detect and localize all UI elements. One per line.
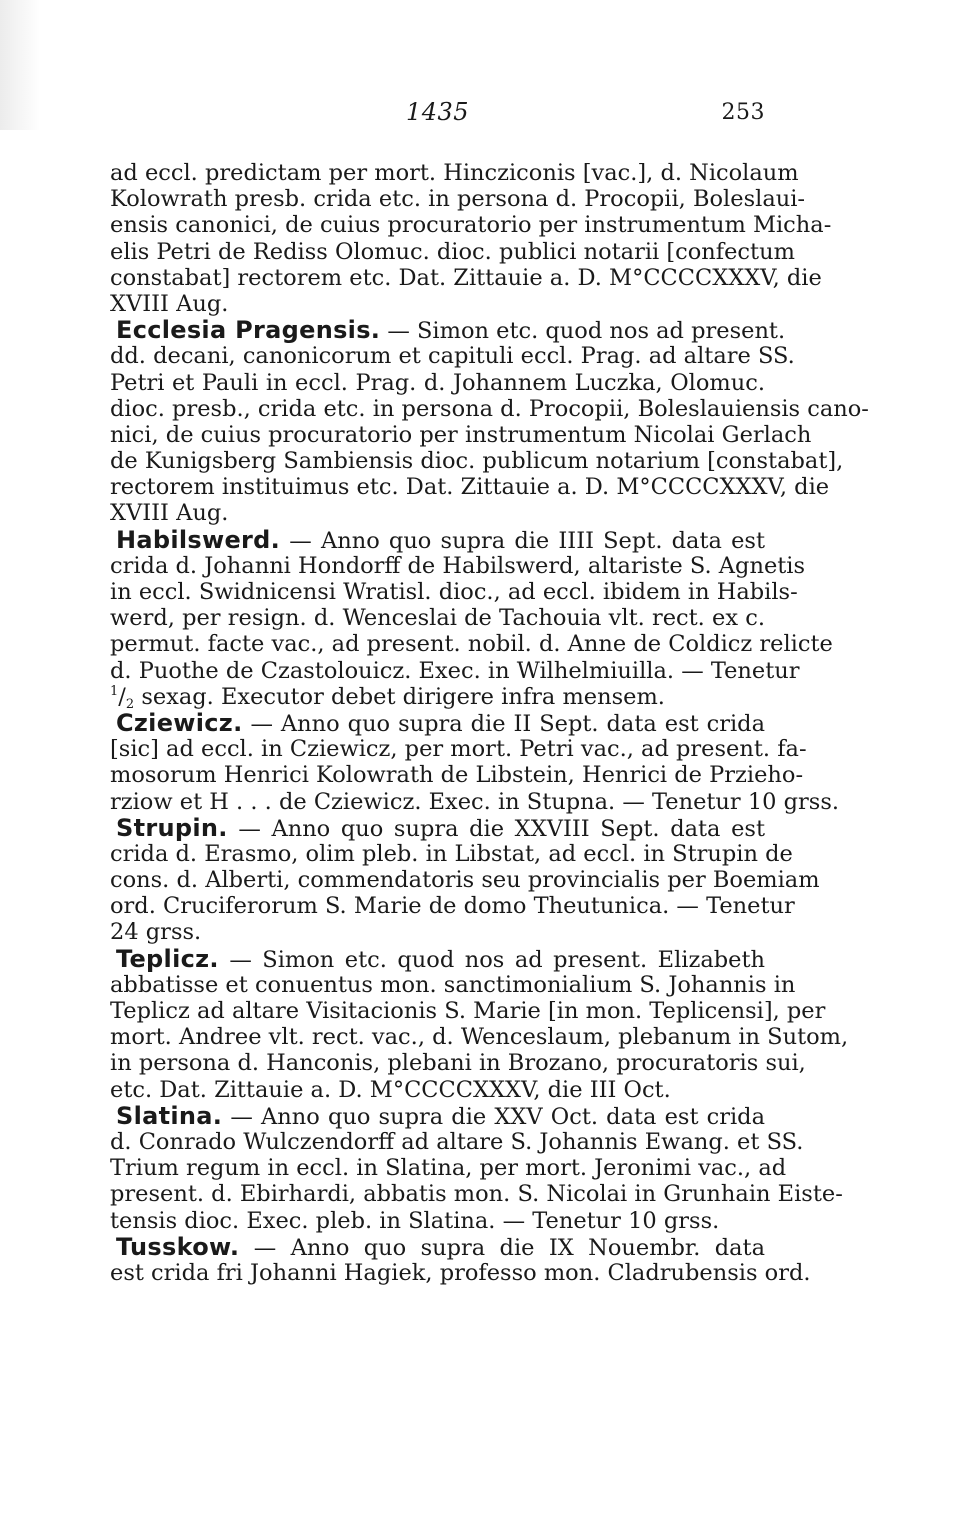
entry-line bbox=[110, 527, 765, 553]
entry-text: — Anno quo supra die II Sept. data est crida bbox=[250, 710, 765, 737]
text-line: ord. Cruciferorum S. Marie de domo Theutunica. — Tenetur bbox=[110, 893, 795, 920]
entry-heading-tusskow: Tusskow. bbox=[116, 1232, 240, 1261]
entry-text: — Anno quo supra die XXV Oct. data est crida bbox=[230, 1103, 766, 1130]
text-line: constabat] rectorem etc. Dat. Zittauie a. D. M°CCCCXXXV, die bbox=[110, 264, 822, 291]
text-line: abbatisse et conuentus mon. sanctimonialium S. Johannis in bbox=[110, 971, 796, 998]
text-line: Petri et Pauli in eccl. Prag. d. Johannem Luczka, Olomuc. bbox=[110, 369, 765, 396]
text-line: rectorem instituimus etc. Dat. Zittauie a. D. M°CCCCXXXV, die bbox=[110, 474, 830, 501]
text-line: werd, per resign. d. Wenceslai de Tachouia vlt. rect. ex c. bbox=[110, 605, 765, 632]
entry-heading-strupin: Strupin. bbox=[116, 813, 228, 842]
entry-text: sexag. Executor debet dirigere infra mensem. bbox=[141, 683, 665, 710]
running-head bbox=[110, 98, 765, 138]
text-line: dioc. presb., crida etc. in persona d. Procopii, Boleslauiensis cano- bbox=[110, 395, 869, 422]
text-line: mosorum Henrici Kolowrath de Libstein, Henrici de Przieho- bbox=[110, 762, 804, 789]
text-line: [sic] ad eccl. in Cziewicz, per mort. Petri vac., ad present. fa- bbox=[110, 736, 807, 763]
text-line: elis Petri de Rediss Olomuc. dioc. publici notarii [confectum bbox=[110, 238, 795, 265]
entry-heading-ecclesia-pragensis: Ecclesia Pragensis. bbox=[116, 316, 381, 345]
text-line: d. Puothe de Czastolouicz. Exec. in Wilhelmiuilla. — Tenetur bbox=[110, 657, 800, 684]
text-line: ad eccl. predictam per mort. Hincziconis [vac.], d. Nicolaum bbox=[110, 160, 799, 186]
text-line: in persona d. Hanconis, plebani in Brozano, procuratoris sui, bbox=[110, 1050, 806, 1077]
text-line: Trium regum in eccl. in Slatina, per mort. Jeronimi vac., ad bbox=[110, 1155, 787, 1182]
text-line: cons. d. Alberti, commendatoris seu provincialis per Boemiam bbox=[110, 867, 820, 894]
text-line: permut. facte vac., ad present. nobil. d. Anne de Coldicz relicte bbox=[110, 631, 833, 658]
text-line: rziow et H . . . de Cziewicz. Exec. in Stupna. — Tenetur 10 grss. bbox=[110, 788, 840, 815]
entry-heading-habilswerd: Habilswerd. bbox=[116, 525, 281, 554]
entry-line bbox=[110, 316, 786, 345]
fraction-numerator: 1 bbox=[110, 683, 119, 699]
text-line: tensis dioc. Exec. pleb. in Slatina. — Tenetur 10 grss. bbox=[110, 1207, 720, 1234]
scan-edge-shadow bbox=[0, 0, 40, 130]
text-line: etc. Dat. Zittauie a. D. M°CCCCXXXV, die III Oct. bbox=[110, 1076, 671, 1103]
text-line: present. d. Ebirhardi, abbatis mon. S. Nicolai in Grunhain Eiste- bbox=[110, 1181, 843, 1208]
entry-line bbox=[110, 946, 765, 972]
text-line: crida d. Erasmo, olim pleb. in Libstat, ad eccl. in Strupin de bbox=[110, 840, 793, 867]
text-line: ensis canonici, de cuius procuratorio per instrumentum Micha- bbox=[110, 212, 832, 239]
body-text bbox=[110, 160, 869, 1286]
entry-text: — Anno quo supra die IIII Sept. data est bbox=[289, 527, 766, 554]
entry-heading-slatina: Slatina. bbox=[116, 1101, 223, 1130]
text-line: crida d. Johanni Hondorff de Habilswerd, altariste S. Agnetis bbox=[110, 552, 806, 579]
text-line: est crida fri Johanni Hagiek, professo mon. Cladrubensis ord. bbox=[110, 1259, 811, 1286]
entry-line bbox=[110, 815, 765, 841]
text-line: XVIII Aug. bbox=[110, 290, 229, 317]
text-line: Teplicz ad altare Visitacionis S. Marie [in mon. Teplicensi], per bbox=[110, 998, 826, 1024]
fraction-denominator: 2 bbox=[125, 696, 135, 712]
entry-line bbox=[110, 1103, 765, 1129]
text-line: dd. decani, canonicorum et capituli eccl. Prag. ad altare SS. bbox=[110, 343, 795, 370]
text-line: 24 grss. bbox=[110, 919, 202, 946]
text-line: mort. Andree vlt. rect. vac., d. Wenceslaum, plebanum in Sutom, bbox=[110, 1024, 849, 1051]
text-line: in eccl. Swidnicensi Wratisl. dioc., ad eccl. ibidem in Habils- bbox=[110, 579, 798, 605]
entry-text: — Simon etc. quod nos ad present. Elizabeth bbox=[229, 946, 765, 973]
entry-heading-cziewicz: Cziewicz. bbox=[116, 708, 243, 737]
entry-line bbox=[110, 710, 765, 736]
entry-line: $^1/_2$ sexag. Executor debet dirigere infra mensem. bbox=[110, 683, 665, 712]
text-line: Kolowrath presb. crida etc. in persona d. Procopii, Boleslaui- bbox=[110, 186, 806, 213]
entry-line bbox=[110, 1234, 765, 1260]
text-line: nici, de cuius procuratorio per instrumentum Nicolai Gerlach bbox=[110, 421, 812, 448]
text-line: XVIII Aug. bbox=[110, 500, 229, 527]
page-number: 253 bbox=[721, 100, 765, 125]
running-year: 1435 bbox=[405, 98, 470, 126]
text-line: d. Conrado Wulczendorff ad altare S. Johannis Ewang. et SS. bbox=[110, 1128, 804, 1155]
entry-heading-teplicz: Teplicz. bbox=[116, 944, 219, 973]
text-line: de Kunigsberg Sambiensis dioc. publicum notarium [constabat], bbox=[110, 448, 844, 475]
entry-text: — Anno quo supra die IX Nouembr. data bbox=[253, 1234, 765, 1261]
entry-text: — Simon etc. quod nos ad present. bbox=[387, 318, 786, 345]
entry-text: — Anno quo supra die XXVIII Sept. data est bbox=[238, 815, 765, 842]
